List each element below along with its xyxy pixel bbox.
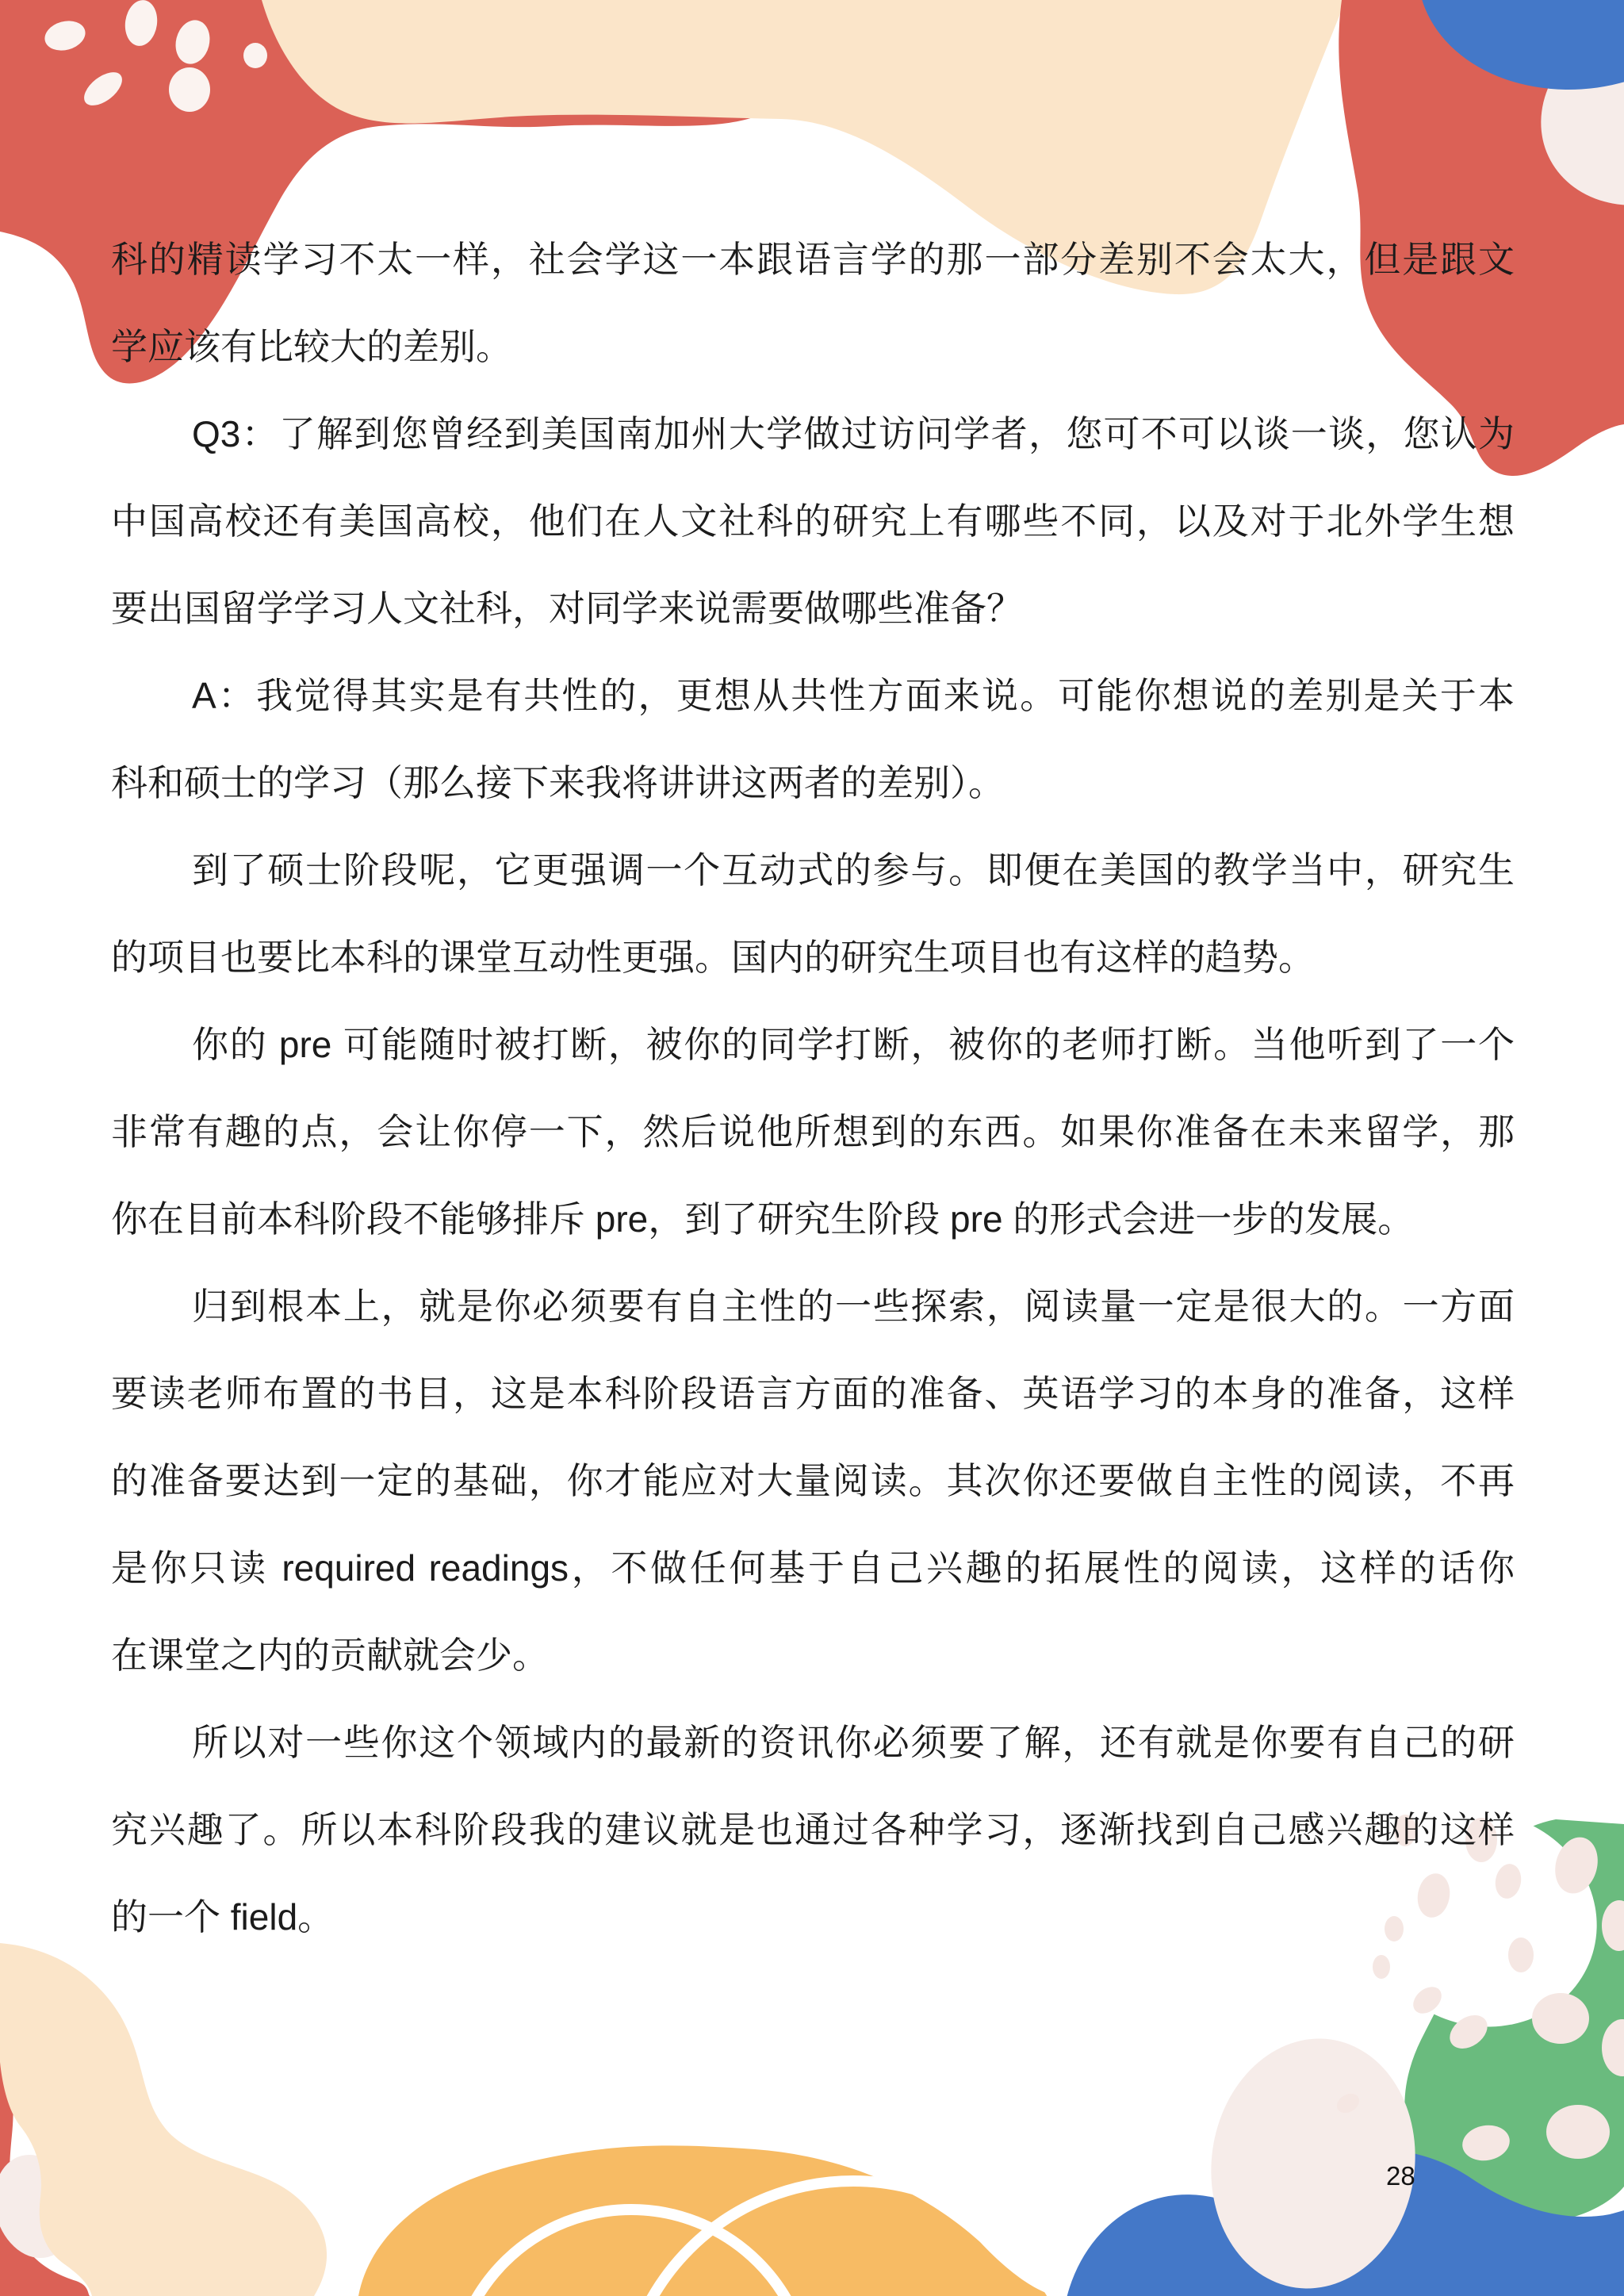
text-line: 非常有趣的点，会让你停一下，然后说他所想到的东西。如果你准备在未来留学，那 [111, 1111, 1515, 1152]
text-line: Q3：了解到您曾经到美国南加州大学做过访问学者，您可不可以谈一谈，您认为 [192, 413, 1515, 454]
text-line: 你在目前本科阶段不能够排斥 pre，到了研究生阶段 pre 的形式会进一步的发展。 [111, 1198, 1415, 1240]
page-number: 28 [1386, 2161, 1415, 2191]
text-line: 的项目也要比本科的课堂互动性更强。国内的研究生项目也有这样的趋势。 [111, 937, 1315, 978]
polka-dot [1546, 2105, 1610, 2159]
text-line: 究兴趣了。所以本科阶段我的建议就是也通过各种学习，逐渐找到自己感兴趣的这样 [111, 1809, 1515, 1850]
text-line: 的一个 field。 [111, 1896, 335, 1938]
bottom-left-decoration [0, 1943, 327, 2296]
text-line: 要出国留学学习人文社科，对同学来说需要做哪些准备？ [111, 588, 1023, 629]
cream-blob [0, 1943, 327, 2296]
text-line: 要读老师布置的书目，这是本科阶段语言方面的准备、英语学习的本身的准备，这样 [111, 1373, 1515, 1414]
polka-dot [1532, 1993, 1589, 2044]
text-line: 所以对一些你这个领域内的最新的资讯你必须要了解，还有就是你要有自己的研 [192, 1722, 1515, 1763]
text-line: 到了硕士阶段呢，它更强调一个互动式的参与。即便在美国的教学当中，研究生 [192, 849, 1515, 891]
polka-dot [169, 67, 210, 112]
text-line: 是你只读 required readings，不做任何基于自己兴趣的拓展性的阅读，这样的话你 [111, 1547, 1515, 1589]
text-line: A：我觉得其实是有共性的，更想从共性方面来说。可能你想说的差别是关于本 [192, 675, 1515, 716]
text-line: 中国高校还有美国高校，他们在人文社科的研究上有哪些不同，以及对于北外学生想 [111, 500, 1515, 542]
text-line: 的准备要达到一定的基础，你才能应对大量阅读。其次你还要做自主性的阅读，不再 [111, 1460, 1515, 1501]
body-text [111, 216, 1515, 1961]
text-line: 科和硕士的学习（那么接下来我将讲讲这两者的差别）。 [111, 762, 1005, 803]
polka-dot [243, 43, 267, 68]
text-line: 科的精读学习不太一样，社会学这一本跟语言学的那一部分差别不会太大，但是跟文 [111, 239, 1515, 280]
text-line: 学应该有比较大的差别。 [111, 326, 512, 367]
text-line: 你的 pre 可能随时被打断，被你的同学打断，被你的老师打断。当他听到了一个 [192, 1024, 1515, 1065]
text-line: 归到根本上，就是你必须要有自主性的一些探索，阅读量一定是很大的。一方面 [192, 1286, 1515, 1327]
text-line: 在课堂之内的贡献就会少。 [111, 1635, 549, 1676]
